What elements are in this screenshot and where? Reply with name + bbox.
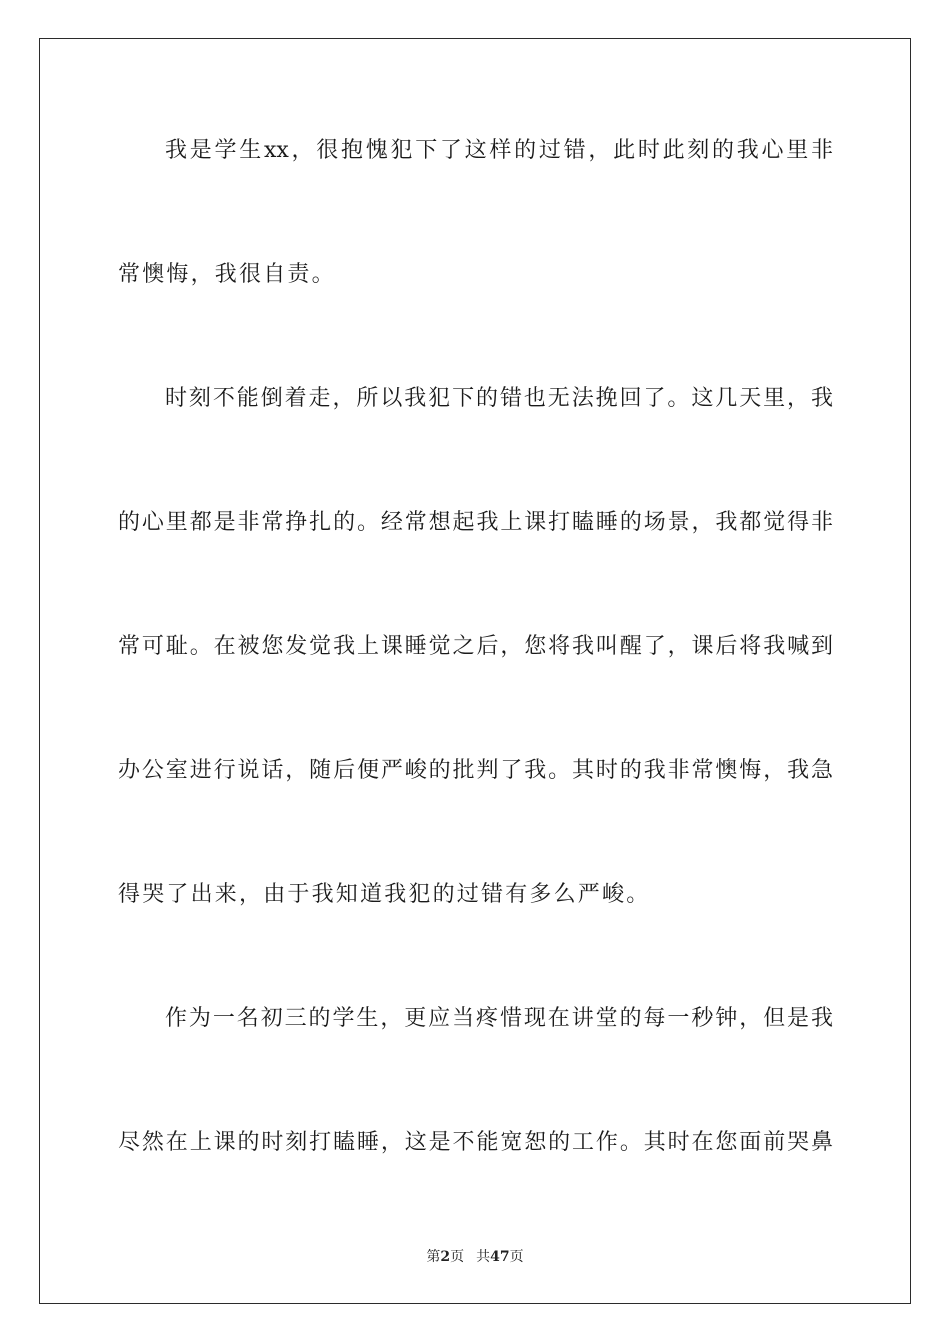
page-border <box>39 38 911 1304</box>
total-suffix: 页 <box>509 1249 524 1265</box>
page-prefix: 第 <box>426 1249 441 1265</box>
total-prefix: 共 <box>476 1249 491 1265</box>
total-pages: 47 <box>490 1249 510 1265</box>
paragraph-line: 常懊悔，我很自责。 <box>118 262 336 287</box>
page-footer <box>0 1247 950 1267</box>
paragraph-line: 我是学生xx，很抱愧犯下了这样的过错，此时此刻的我心里非 <box>165 138 833 163</box>
paragraph-line: 的心里都是非常挣扎的。经常想起我上课打瞌睡的场景，我都觉得非 <box>118 510 833 535</box>
paragraph-line: 办公室进行说话，随后便严峻的批判了我。其时的我非常懊悔，我急 <box>118 758 833 783</box>
page-suffix: 页 <box>450 1249 465 1265</box>
paragraph-line: 常可耻。在被您发觉我上课睡觉之后，您将我叫醒了，课后将我喊到 <box>118 634 833 659</box>
page-number: 2 <box>440 1249 451 1265</box>
paragraph-line: 时刻不能倒着走，所以我犯下的错也无法挽回了。这几天里，我 <box>165 386 833 411</box>
paragraph-line: 得哭了出来，由于我知道我犯的过错有多么严峻。 <box>118 882 651 907</box>
paragraph-line: 作为一名初三的学生，更应当疼惜现在讲堂的每一秒钟，但是我 <box>165 1006 833 1031</box>
paragraph-line: 尽然在上课的时刻打瞌睡，这是不能宽恕的工作。其时在您面前哭鼻 <box>118 1130 833 1155</box>
